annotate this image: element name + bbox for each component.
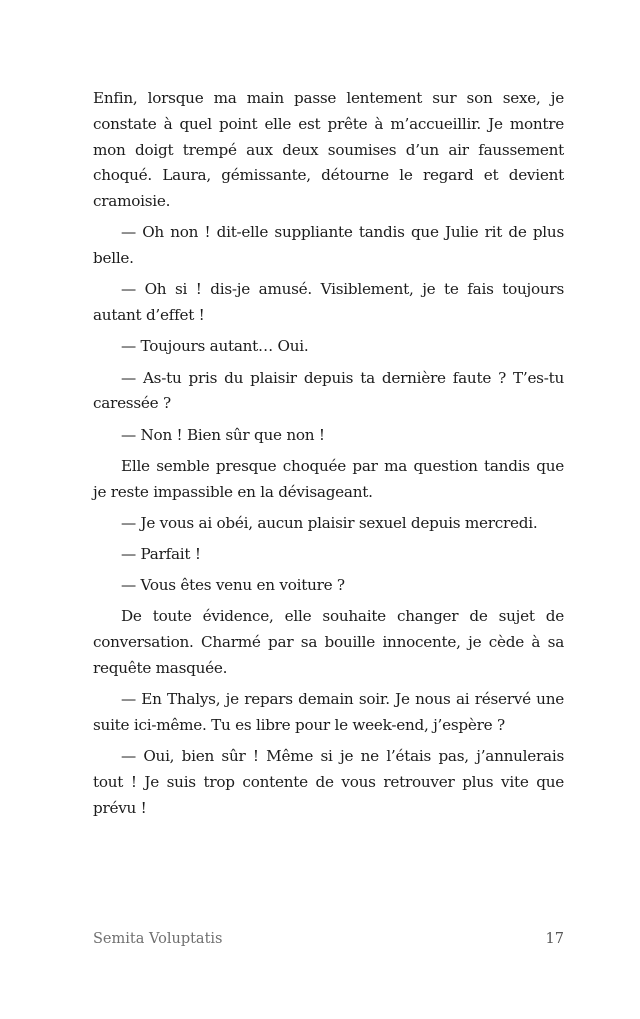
paragraph: — Je vous ai obéi, aucun plaisir sexuel depuis mercredi.: [121, 513, 538, 532]
body-text: [93, 86, 564, 827]
paragraph: — Vous êtes venu en voiture ?: [121, 576, 345, 595]
footer-book-title: Semita Voluptatis: [93, 931, 223, 947]
page-number: 17: [545, 931, 564, 947]
paragraph: De toute évidence, elle souhaite changer de sujet de conversation. Charmé par sa bouille innocente, je cède à sa requête masquée.: [93, 607, 564, 677]
paragraph: Elle semble presque choquée par ma question tandis que je reste impassible en la dévisageant.: [93, 456, 564, 501]
paragraph: — As-tu pris du plaisir depuis ta dernière faute ? T’es-tu caressée ?: [93, 368, 564, 413]
page-footer: [93, 931, 564, 947]
paragraph: — Non ! Bien sûr que non !: [121, 425, 325, 444]
paragraph: — Parfait !: [121, 544, 201, 563]
paragraph: — En Thalys, je repars demain soir. Je nous ai réservé une suite ici-même. Tu es libre pour le week-end, j’espère ?: [93, 690, 564, 734]
paragraph: — Oui, bien sûr ! Même si je ne l’étais pas, j’annulerais tout ! Je suis trop contente de vous retrouver plus vite que prévu !: [93, 747, 564, 817]
paragraph: — Oh non ! dit-elle suppliante tandis que Julie rit de plus belle.: [93, 223, 564, 268]
paragraph: — Oh si ! dis-je amusé. Visiblement, je te fais toujours autant d’effet !: [93, 280, 564, 325]
paragraph: — Toujours autant… Oui.: [121, 337, 309, 356]
paragraph: Enfin, lorsque ma main passe lentement sur son sexe, je constate à quel point elle est prête à m’accueillir. Je montre mon doigt trempé aux deux soumises d’un air faussement choqué. Laura, gémissante, détourne le regard et devient cramoisie.: [93, 89, 564, 211]
